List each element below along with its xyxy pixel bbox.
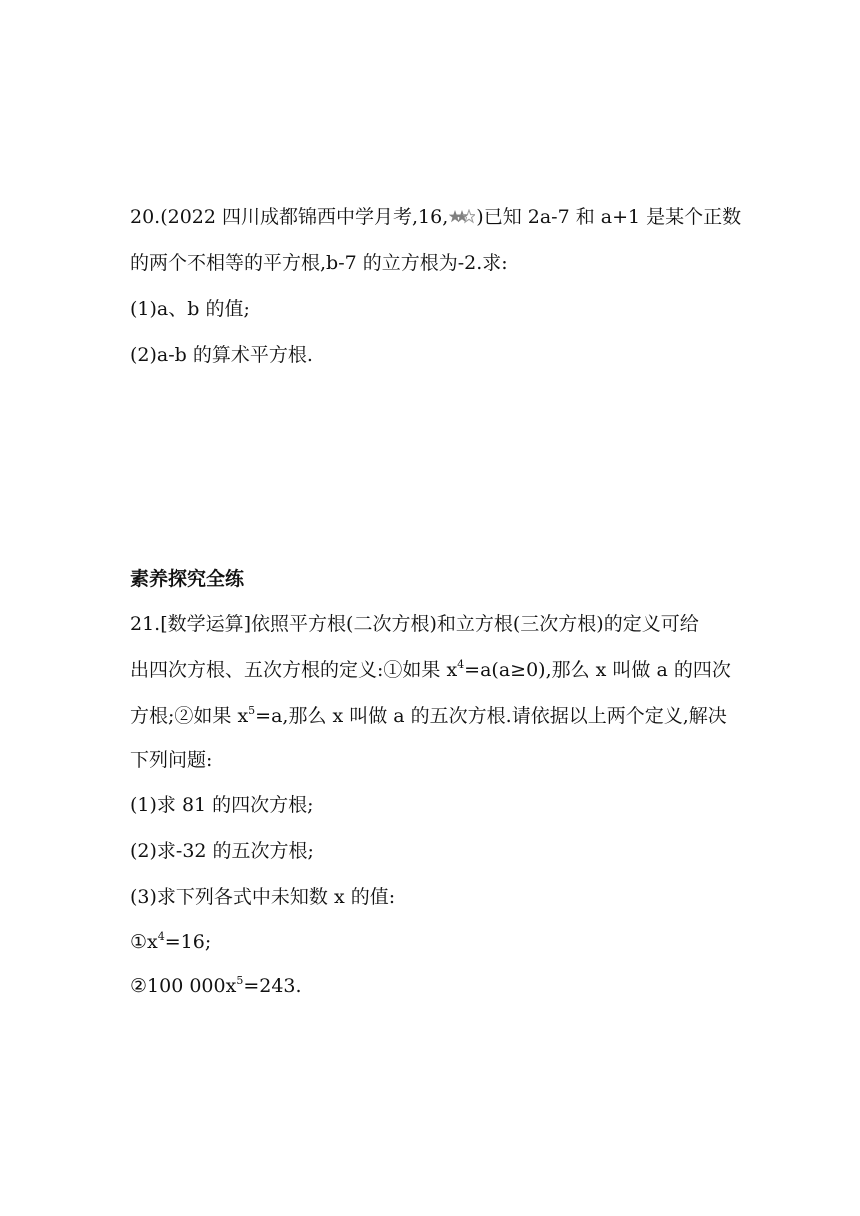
problem-21-line-3-a: 方根;②如果 x <box>130 705 249 727</box>
problem-20-part-2: (2)a-b 的算术平方根. <box>130 344 313 366</box>
problem-21-line-3 <box>130 703 740 729</box>
equation-2-a: ②100 000x <box>130 975 237 997</box>
equation-1-a: ①x <box>130 931 158 953</box>
equation-2-b: =243. <box>243 975 302 997</box>
problem-21-part-3: (3)求下列各式中未知数 x 的值: <box>130 886 396 908</box>
problem-21-part-2: (2)求-32 的五次方根; <box>130 840 314 862</box>
problem-21-line-2-a: 出四次方根、五次方根的定义:①如果 x <box>130 659 458 681</box>
exponent-4: 4 <box>457 658 465 671</box>
problem-20-line-2: 的两个不相等的平方根,b-7 的立方根为-2.求: <box>130 252 508 274</box>
problem-21-equation-2 <box>130 973 740 999</box>
section-heading: 素养探究全练 <box>130 568 245 590</box>
problem-21-line-1: 21.[数学运算]依照平方根(二次方根)和立方根(三次方根)的定义可给 <box>130 613 699 635</box>
problem-20-line-1 <box>130 204 740 232</box>
problem-21-line-4: 下列问题: <box>130 749 213 771</box>
problem-20-part-1: (1)a、b 的值; <box>130 298 250 320</box>
problem-20-source: 20.(2022 四川成都锦西中学月考,16, <box>130 206 449 228</box>
problem-21-line-3-b: =a,那么 x 叫做 a 的五次方根.请依据以上两个定义,解决 <box>255 705 727 727</box>
problem-21-equation-1 <box>130 929 740 955</box>
problem-20-statement-start: )已知 2a-7 和 a+1 是某个正数 <box>476 206 742 228</box>
exponent-5: 5 <box>236 974 244 987</box>
exponent-4: 4 <box>157 930 165 943</box>
two-of-three-stars-icon <box>449 206 475 232</box>
problem-21-line-2 <box>130 657 740 683</box>
equation-1-b: =16; <box>164 931 212 953</box>
exponent-5: 5 <box>248 704 256 717</box>
problem-21-line-2-b: =a(a≥0),那么 x 叫做 a 的四次 <box>464 659 731 681</box>
problem-21-part-1: (1)求 81 的四次方根; <box>130 794 314 816</box>
